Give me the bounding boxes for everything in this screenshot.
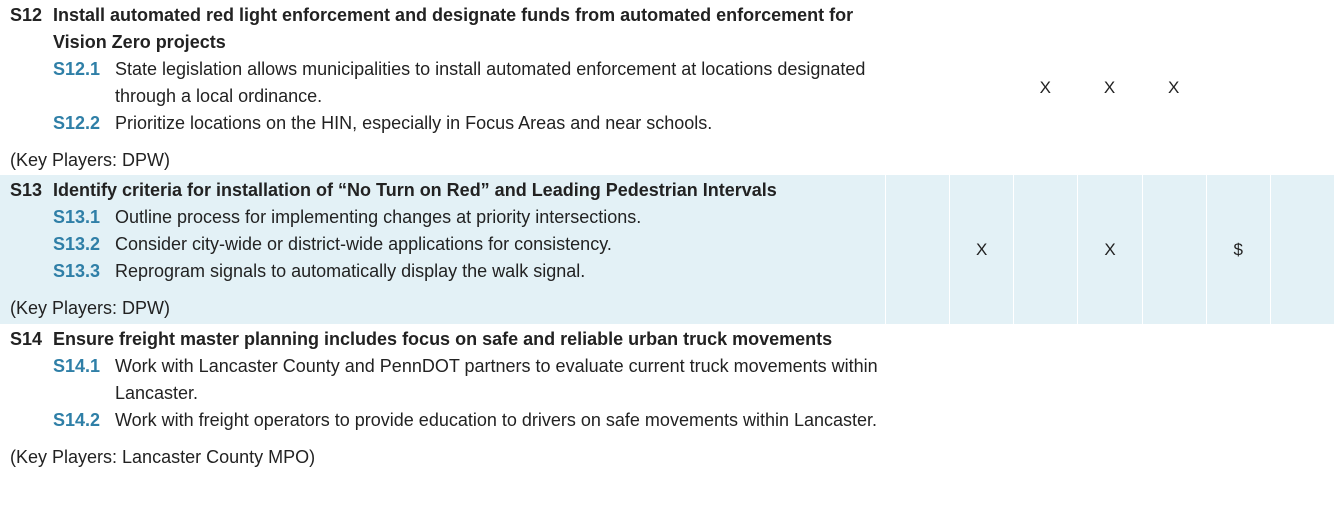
mark-cell: X xyxy=(1039,77,1052,97)
key-players: (Key Players: Lancaster County MPO) xyxy=(10,447,316,467)
strategy-description xyxy=(0,0,885,175)
sub-action-code: S13.3 xyxy=(53,261,101,281)
sub-action-code: S13.1 xyxy=(53,207,101,227)
strategy-title: Ensure freight master planning includes focus on safe and reliable urban truck movements xyxy=(53,329,833,349)
mark-cell: X xyxy=(1167,77,1180,97)
strategy-title: Identify criteria for installation of “No Turn on Red” and Leading Pedestrian Intervals xyxy=(53,180,777,200)
sub-action-text: Consider city-wide or district-wide applications for consistency. xyxy=(115,234,612,254)
sub-action xyxy=(10,204,885,231)
sub-action-text: Work with freight operators to provide education to drivers on safe movements within Lancaster. xyxy=(115,410,878,430)
mark-cell xyxy=(1013,324,1077,508)
sub-action xyxy=(10,110,885,137)
mark-cell xyxy=(1206,324,1270,508)
mark-cell xyxy=(885,324,949,508)
sub-action xyxy=(10,56,885,110)
strategy-row xyxy=(0,324,1334,508)
sub-action-code: S12.1 xyxy=(53,59,101,79)
strategy-row xyxy=(0,175,1334,324)
mark-cell xyxy=(1013,175,1077,324)
sub-action-text: State legislation allows municipalities to install automated enforcement at locations designated through a local ordinance. xyxy=(115,59,866,106)
mark-cell xyxy=(949,324,1013,508)
mark-cell xyxy=(1270,0,1334,175)
key-players: (Key Players: DPW) xyxy=(10,298,171,318)
sub-action-text: Prioritize locations on the HIN, especially in Focus Areas and near schools. xyxy=(115,113,713,133)
mark-cell xyxy=(1077,324,1141,508)
mark-cell xyxy=(1206,0,1270,175)
sub-action xyxy=(10,407,885,434)
strategy-description xyxy=(0,175,885,324)
mark-cell: X xyxy=(1077,175,1141,324)
strategy-title: Install automated red light enforcement and designate funds from automated enforcement for Vision Zero projects xyxy=(53,5,854,52)
strategy-description xyxy=(0,324,885,508)
strategy-row xyxy=(0,0,1334,175)
strategy-code: S12 xyxy=(10,5,43,25)
sub-action xyxy=(10,231,885,258)
sub-action-code: S13.2 xyxy=(53,234,101,254)
mark-cell xyxy=(885,175,949,324)
mark-cell xyxy=(1142,175,1206,324)
sub-action-text: Reprogram signals to automatically display the walk signal. xyxy=(115,261,586,281)
strategy-code: S14 xyxy=(10,329,43,349)
strategy-heading xyxy=(10,2,885,56)
mark-cell: $ xyxy=(1206,175,1270,324)
strategy-heading xyxy=(10,326,885,353)
key-players: (Key Players: DPW) xyxy=(10,150,171,170)
mark-cell xyxy=(949,0,1013,175)
sub-action xyxy=(10,258,885,285)
mark-cell xyxy=(885,0,949,175)
mark-cell: X xyxy=(1103,77,1116,97)
sub-action-text: Outline process for implementing changes at priority intersections. xyxy=(115,207,642,227)
sub-action xyxy=(10,353,885,407)
mark-cell xyxy=(1142,324,1206,508)
sub-action-text: Work with Lancaster County and PennDOT partners to evaluate current truck movements within Lancaster. xyxy=(115,356,878,403)
sub-action-code: S14.2 xyxy=(53,410,101,430)
mark-cell xyxy=(1270,324,1334,508)
sub-action-code: S12.2 xyxy=(53,113,101,133)
strategy-code: S13 xyxy=(10,180,43,200)
mark-cell xyxy=(1270,175,1334,324)
sub-action-code: S14.1 xyxy=(53,356,101,376)
mark-cell: X xyxy=(949,175,1013,324)
strategy-heading xyxy=(10,177,885,204)
